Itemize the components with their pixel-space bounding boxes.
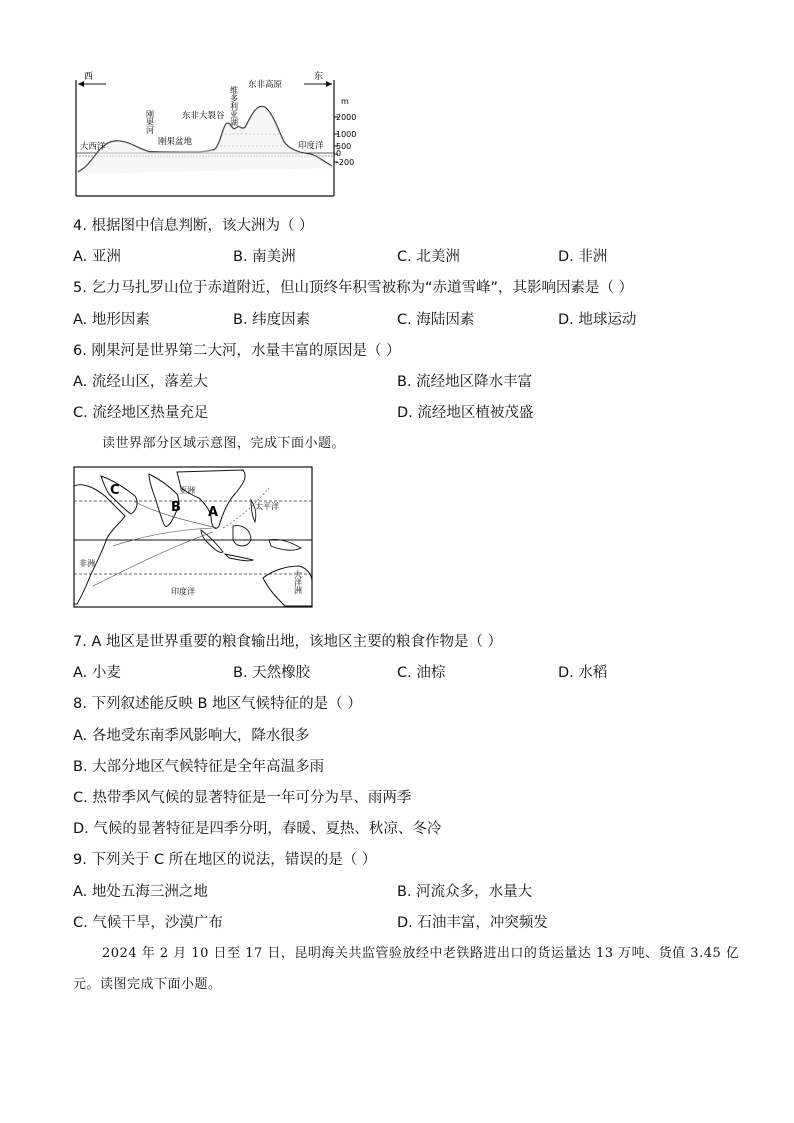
question-6 <box>73 339 401 360</box>
question-4 <box>73 214 314 235</box>
question-number: 6. <box>73 343 87 359</box>
q7-option-c[interactable]: C. 油棕 <box>397 665 446 681</box>
q8-option-c[interactable]: C. 热带季风气候的显著特征是一年可分为旱、雨两季 <box>73 790 412 806</box>
q9-option-c[interactable]: C. 气候干旱，沙漠广布 <box>73 915 223 931</box>
q8-option-d[interactable]: D. 气候的显著特征是四季分明，春暖、夏热、秋凉、冬冷 <box>73 821 442 837</box>
question-9 <box>73 848 376 869</box>
congo-river-label: 刚果河 <box>145 110 155 134</box>
question-text: 乞力马扎罗山位于赤道附近，但山顶终年积雪被称为“赤道雪峰”，其影响因素是（ ） <box>91 280 634 296</box>
passage-line-2: 元。读图完成下面小题。 <box>73 977 222 992</box>
atlantic-label: 大西洋 <box>80 142 106 152</box>
region-b-label: B <box>171 500 181 515</box>
q7-option-a[interactable]: A. 小麦 <box>73 665 121 681</box>
unit-label: m <box>341 97 349 106</box>
question-text: A 地区是世界重要的粮食输出地，该地区主要的粮食作物是（ ） <box>91 634 503 650</box>
map-intro: 读世界部分区域示意图，完成下面小题。 <box>102 436 346 451</box>
q4-option-b[interactable]: B. 南美洲 <box>233 249 296 265</box>
africa-label: 非洲 <box>79 559 95 568</box>
q8-option-a[interactable]: A. 各地受东南季风影响大，降水很多 <box>73 728 310 744</box>
question-text: 下列叙述能反映 B 地区气候特征的是（ ） <box>91 696 362 712</box>
question-7 <box>73 630 502 651</box>
pacific-label: 太平洋 <box>255 502 279 511</box>
east-label: 东 <box>314 72 324 82</box>
world-region-map <box>73 466 313 608</box>
q6-option-d[interactable]: D. 流经地区植被茂盛 <box>397 405 534 421</box>
q6-option-a[interactable]: A. 流经山区，落差大 <box>73 374 208 390</box>
q6-option-c[interactable]: C. 流经地区热量充足 <box>73 405 209 421</box>
tick-500: 500 <box>336 142 352 151</box>
west-label: 西 <box>84 72 94 82</box>
q5-option-c[interactable]: C. 海陆因素 <box>397 312 475 328</box>
indian-ocean-label: 印度洋 <box>298 141 324 151</box>
congo-basin-label: 刚果盆地 <box>158 137 193 147</box>
lake-victoria-label: 维多利亚湖 <box>229 86 239 126</box>
q6-option-b[interactable]: B. 流经地区降水丰富 <box>397 374 533 390</box>
africa-profile-diagram <box>70 68 360 200</box>
question-5 <box>73 276 633 297</box>
tick-neg200: -200 <box>336 158 355 167</box>
region-a-label: A <box>208 505 219 520</box>
q7-option-d[interactable]: D. 水稻 <box>558 665 608 681</box>
question-number: 5. <box>73 280 87 296</box>
question-8 <box>73 692 362 713</box>
region-c-label: C <box>110 483 120 498</box>
question-number: 9. <box>73 852 87 868</box>
question-number: 4. <box>73 218 87 234</box>
question-number: 8. <box>73 696 87 712</box>
q5-option-b[interactable]: B. 纬度因素 <box>233 312 311 328</box>
tick-2000: 2000 <box>336 113 357 122</box>
question-text: 刚果河是世界第二大河，水量丰富的原因是（ ） <box>91 343 401 359</box>
tick-1000: 1000 <box>336 130 357 139</box>
q7-option-b[interactable]: B. 天然橡胶 <box>233 665 311 681</box>
question-number: 7. <box>73 634 87 650</box>
ea-plateau-label: 东非高原 <box>248 80 283 90</box>
q9-option-a[interactable]: A. 地处五海三洲之地 <box>73 884 208 900</box>
tick-0: 0 <box>336 149 342 158</box>
q8-option-b[interactable]: B. 大部分地区气候特征是全年高温多雨 <box>73 759 325 775</box>
q4-option-a[interactable]: A. 亚洲 <box>73 249 121 265</box>
q9-option-b[interactable]: B. 河流众多，水量大 <box>397 884 533 900</box>
asia-label: 亚洲 <box>179 486 195 495</box>
q5-option-d[interactable]: D. 地球运动 <box>558 312 637 328</box>
q4-option-c[interactable]: C. 北美洲 <box>397 249 460 265</box>
oceania-label: 大洋洲 <box>293 570 303 594</box>
q5-option-a[interactable]: A. 地形因素 <box>73 312 150 328</box>
indian-ocean-label: 印度洋 <box>171 587 195 596</box>
rift-valley-label: 东非大裂谷 <box>182 111 225 121</box>
q9-option-d[interactable]: D. 石油丰富，冲突频发 <box>397 915 548 931</box>
question-text: 根据图中信息判断，该大洲为（ ） <box>91 218 314 234</box>
question-text: 下列关于 C 所在地区的说法，错误的是（ ） <box>91 852 377 868</box>
q4-option-d[interactable]: D. 非洲 <box>558 249 608 265</box>
passage-line-1: 2024 年 2 月 10 日至 17 日，昆明海关共监管验放经中老铁路进出口的货运量达 13 万吨、货值 3.45 亿 <box>102 946 740 961</box>
